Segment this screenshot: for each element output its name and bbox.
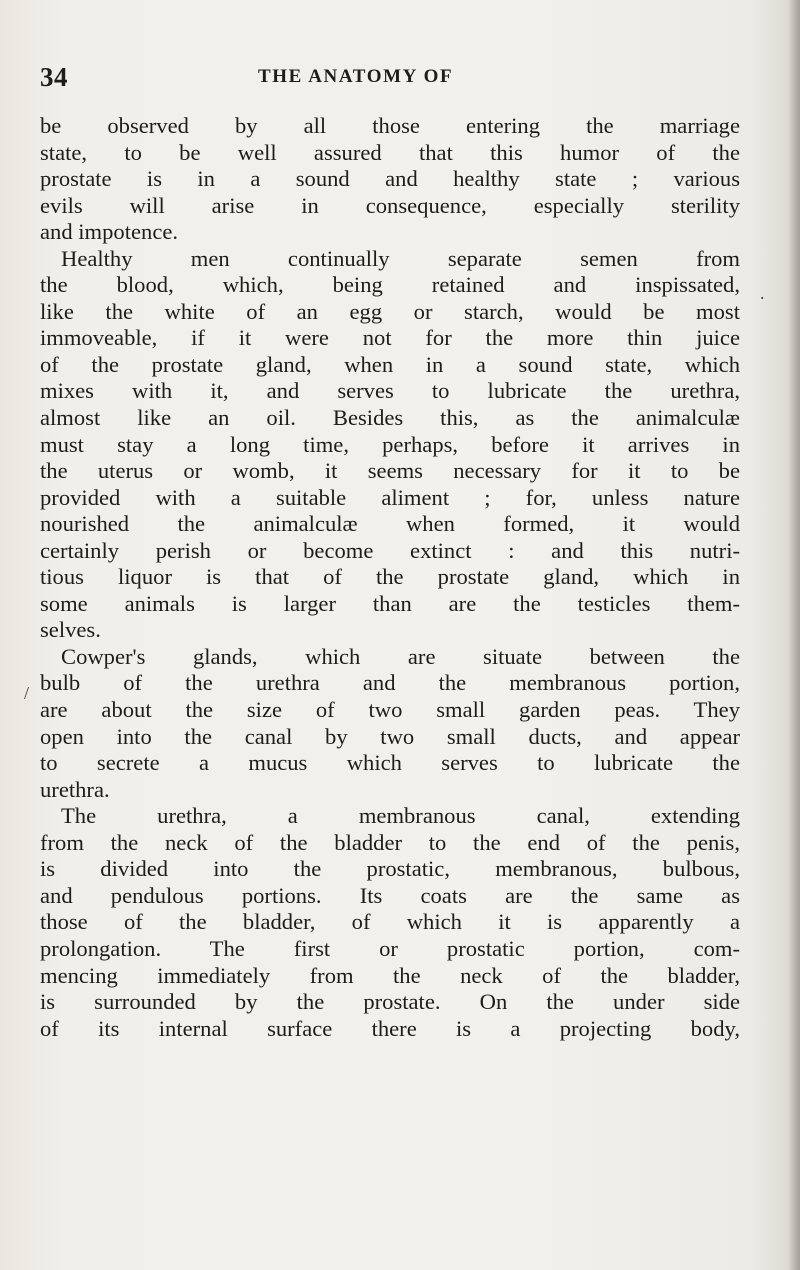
text-line: are about the size of two small garden peas. They xyxy=(40,697,740,723)
text-line: and impotence. xyxy=(40,219,179,245)
text-line: mixes with it, and serves to lubricate the urethra, xyxy=(40,378,740,404)
text-line: nourished the animalculæ when formed, it would xyxy=(40,511,740,537)
margin-tick-mark: / xyxy=(24,683,30,703)
text-line: evils will arise in consequence, especially sterility xyxy=(40,192,740,218)
text-line: bulb of the urethra and the membranous portion, xyxy=(40,670,740,696)
text-line: certainly perish or become extinct : and this nutri- xyxy=(40,537,740,563)
text-line: selves. xyxy=(40,617,101,643)
text-line: tious liquor is that of the prostate gland, which in xyxy=(40,564,740,590)
text-line: prostate is in a sound and healthy state ; various xyxy=(40,166,740,192)
text-line: Healthy men continually separate semen from xyxy=(61,245,740,271)
text-line: prolongation. The first or prostatic portion, com- xyxy=(40,935,740,961)
text-line: those of the bladder, of which it is apparently a xyxy=(40,909,740,935)
text-line: mencing immediately from the neck of the bladder, xyxy=(40,962,740,988)
text-line: urethra. xyxy=(40,776,110,802)
page-number: 34 xyxy=(40,62,68,92)
text-line: open into the canal by two small ducts, and appear xyxy=(40,723,740,749)
text-line: like the white of an egg or starch, would be most xyxy=(40,298,740,324)
text-line: from the neck of the bladder to the end of the penis, xyxy=(40,829,740,855)
text-line: state, to be well assured that this humor of the xyxy=(40,139,740,165)
text-line: be observed by all those entering the marriage xyxy=(40,113,740,138)
text-line: of the prostate gland, when in a sound state, which xyxy=(40,351,740,377)
running-head: THE ANATOMY OF xyxy=(258,66,454,87)
text-line: immoveable, if it were not for the more thin juice xyxy=(40,325,740,351)
text-line: Cowper's glands, which are situate between the xyxy=(61,643,740,669)
page-edge-shadow xyxy=(788,0,800,1270)
margin-dot-mark: . xyxy=(760,283,765,303)
body-text xyxy=(40,113,740,1042)
text-line: and pendulous portions. Its coats are the same as xyxy=(40,882,740,908)
text-line: must stay a long time, perhaps, before it arrives in xyxy=(40,431,740,457)
page-header xyxy=(40,62,742,96)
text-line: the uterus or womb, it seems necessary for it to be xyxy=(40,458,740,484)
text-line: The urethra, a membranous canal, extending xyxy=(61,803,740,829)
text-line: of its internal surface there is a projecting body, xyxy=(40,1015,740,1041)
text-line: provided with a suitable aliment ; for, unless nature xyxy=(40,484,740,510)
text-line: almost like an oil. Besides this, as the animalculæ xyxy=(40,405,740,431)
text-line: to secrete a mucus which serves to lubricate the xyxy=(40,750,740,776)
text-line: is divided into the prostatic, membranous, bulbous, xyxy=(40,856,740,882)
text-line: the blood, which, being retained and inspissated, xyxy=(40,272,740,298)
text-line: some animals is larger than are the testicles them- xyxy=(40,590,740,616)
text-line: is surrounded by the prostate. On the under side xyxy=(40,989,740,1015)
